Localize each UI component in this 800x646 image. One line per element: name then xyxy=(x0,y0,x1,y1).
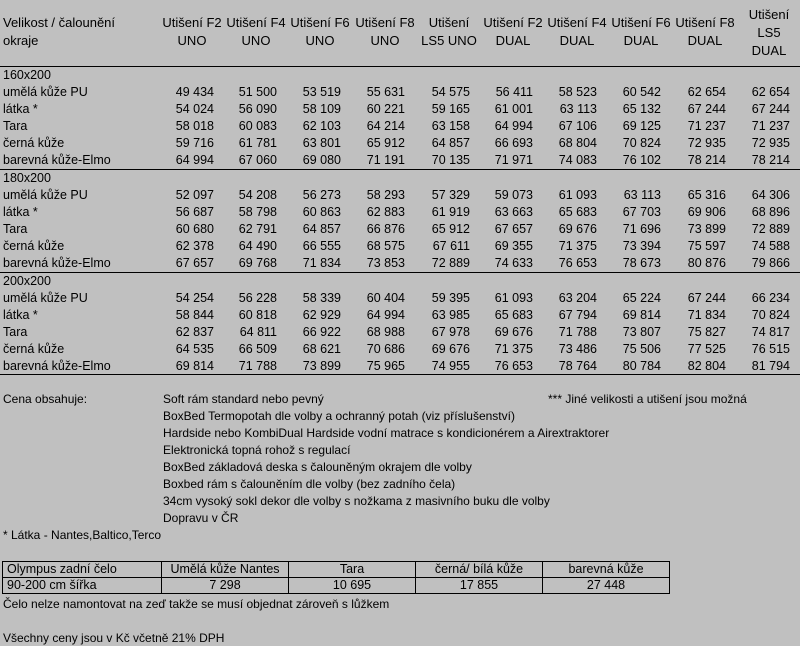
price-cell: 67 794 xyxy=(558,308,597,322)
olympus-col-header: barevná kůže xyxy=(543,562,670,578)
price-cell: 63 801 xyxy=(302,136,341,150)
price-cell: 63 985 xyxy=(431,308,470,322)
olympus-title: Olympus zadní čelo xyxy=(3,562,162,578)
table-row xyxy=(0,341,800,358)
price-cell: 71 696 xyxy=(622,222,661,236)
row-label: černá kůže xyxy=(3,136,65,150)
price-cell: 67 060 xyxy=(238,153,277,167)
header-column: Utišení F8 UNO xyxy=(355,15,415,48)
price-cell: 67 244 xyxy=(751,102,790,116)
price-cell: 65 683 xyxy=(558,205,597,219)
price-cell: 59 073 xyxy=(494,188,533,202)
table-row xyxy=(0,118,800,135)
header-column: Utišení LS5 UNO xyxy=(421,15,477,48)
price-cell: 76 102 xyxy=(622,153,661,167)
price-cell: 56 273 xyxy=(302,188,341,202)
price-cell: 76 515 xyxy=(751,342,790,356)
price-includes-item: 34cm vysoký sokl dekor dle volby s nožkama z masivního buku dle volby xyxy=(163,494,550,508)
price-includes-item: BoxBed Termopotah dle volby a ochranný potah (viz příslušenství) xyxy=(163,409,515,423)
table-row xyxy=(0,84,800,101)
price-cell: 74 817 xyxy=(751,325,790,339)
olympus-value-row xyxy=(3,578,670,594)
price-cell: 75 506 xyxy=(622,342,661,356)
table-row xyxy=(0,358,800,375)
price-cell: 54 254 xyxy=(175,291,214,305)
price-cell: 49 434 xyxy=(175,85,214,99)
price-cell: 70 686 xyxy=(366,342,405,356)
header-divider xyxy=(0,66,800,67)
price-cell: 64 535 xyxy=(175,342,214,356)
price-cell: 60 542 xyxy=(622,85,661,99)
price-cell: 78 214 xyxy=(751,153,790,167)
table-row xyxy=(0,307,800,324)
price-cell: 72 935 xyxy=(751,136,790,150)
price-cell: 68 896 xyxy=(751,205,790,219)
price-cell: 51 500 xyxy=(238,85,277,99)
price-cell: 72 935 xyxy=(687,136,726,150)
price-cell: 68 988 xyxy=(366,325,405,339)
price-includes-item: Soft rám standard nebo pevný xyxy=(163,392,324,406)
price-cell: 71 191 xyxy=(366,153,405,167)
price-cell: 56 228 xyxy=(238,291,277,305)
price-cell: 70 824 xyxy=(751,308,790,322)
header-size-label: Velikost / čalounění okraje xyxy=(3,15,116,48)
price-cell: 69 080 xyxy=(302,153,341,167)
header-column: Utišení F6 DUAL xyxy=(611,15,671,48)
price-cell: 66 693 xyxy=(494,136,533,150)
price-cell: 53 519 xyxy=(302,85,341,99)
price-cell: 59 165 xyxy=(431,102,470,116)
header-column: Utišení F2 UNO xyxy=(162,15,222,48)
section-title: 160x200 xyxy=(3,68,51,82)
price-cell: 69 676 xyxy=(558,222,597,236)
price-cell: 60 863 xyxy=(302,205,341,219)
price-cell: 64 994 xyxy=(494,119,533,133)
price-cell: 78 764 xyxy=(558,359,597,373)
price-cell: 69 814 xyxy=(622,308,661,322)
price-cell: 73 853 xyxy=(366,256,405,270)
price-cell: 77 525 xyxy=(687,342,726,356)
price-cell: 63 663 xyxy=(494,205,533,219)
price-cell: 58 109 xyxy=(302,102,341,116)
price-cell: 62 378 xyxy=(175,239,214,253)
price-cell: 73 899 xyxy=(687,222,726,236)
price-cell: 64 490 xyxy=(238,239,277,253)
price-cell: 81 794 xyxy=(751,359,790,373)
price-cell: 60 818 xyxy=(238,308,277,322)
olympus-price: 27 448 xyxy=(543,578,670,594)
header-column: Utišení F2 DUAL xyxy=(483,15,543,48)
price-includes-item: Dopravu v ČR xyxy=(163,511,239,525)
price-cell: 61 781 xyxy=(238,136,277,150)
price-cell: 75 597 xyxy=(687,239,726,253)
price-cell: 65 132 xyxy=(622,102,661,116)
price-cell: 69 906 xyxy=(687,205,726,219)
price-includes-label: Cena obsahuje: xyxy=(3,392,88,406)
table-row xyxy=(0,290,800,307)
price-cell: 61 001 xyxy=(494,102,533,116)
section-divider xyxy=(0,169,800,170)
price-cell: 62 654 xyxy=(751,85,790,99)
price-cell: 64 214 xyxy=(366,119,405,133)
row-label: umělá kůže PU xyxy=(3,291,88,305)
table-row xyxy=(0,221,800,238)
row-label: látka * xyxy=(3,102,38,116)
price-cell: 62 883 xyxy=(366,205,405,219)
price-cell: 66 922 xyxy=(302,325,341,339)
price-cell: 62 929 xyxy=(302,308,341,322)
table-row xyxy=(0,238,800,255)
price-cell: 58 018 xyxy=(175,119,214,133)
price-cell: 52 097 xyxy=(175,188,214,202)
price-cell: 59 716 xyxy=(175,136,214,150)
row-label: umělá kůže PU xyxy=(3,85,88,99)
price-cell: 71 237 xyxy=(751,119,790,133)
olympus-col-header: černá/ bílá kůže xyxy=(416,562,543,578)
olympus-headboard-table xyxy=(2,561,670,594)
price-cell: 60 404 xyxy=(366,291,405,305)
price-cell: 76 653 xyxy=(558,256,597,270)
price-cell: 66 234 xyxy=(751,291,790,305)
price-cell: 69 814 xyxy=(175,359,214,373)
row-label: Tara xyxy=(3,119,28,133)
section-title: 180x200 xyxy=(3,171,51,185)
price-cell: 75 965 xyxy=(366,359,405,373)
price-cell: 61 093 xyxy=(558,188,597,202)
price-cell: 59 395 xyxy=(431,291,470,305)
price-cell: 82 804 xyxy=(687,359,726,373)
price-cell: 67 657 xyxy=(175,256,214,270)
price-cell: 67 106 xyxy=(558,119,597,133)
price-cell: 55 631 xyxy=(366,85,405,99)
price-cell: 80 784 xyxy=(622,359,661,373)
olympus-price: 10 695 xyxy=(289,578,416,594)
price-cell: 67 657 xyxy=(494,222,533,236)
table-bottom-line xyxy=(0,374,800,375)
row-label: Tara xyxy=(3,222,28,236)
price-cell: 74 633 xyxy=(494,256,533,270)
price-cell: 58 293 xyxy=(366,188,405,202)
price-cell: 67 611 xyxy=(432,239,470,253)
price-cell: 56 411 xyxy=(495,85,533,99)
price-cell: 66 555 xyxy=(302,239,341,253)
price-cell: 62 103 xyxy=(302,119,341,133)
table-row xyxy=(0,324,800,341)
header-column: Utišení F8 DUAL xyxy=(675,15,735,48)
price-cell: 68 575 xyxy=(366,239,405,253)
header-column: Utišení LS5 DUAL xyxy=(748,7,790,58)
price-cell: 64 857 xyxy=(302,222,341,236)
price-cell: 74 083 xyxy=(558,153,597,167)
price-cell: 69 355 xyxy=(494,239,533,253)
price-cell: 62 837 xyxy=(175,325,214,339)
price-cell: 70 135 xyxy=(431,153,470,167)
table-header xyxy=(0,0,800,66)
price-cell: 74 955 xyxy=(431,359,470,373)
row-label: barevná kůže-Elmo xyxy=(3,359,111,373)
olympus-price: 7 298 xyxy=(162,578,289,594)
price-cell: 69 676 xyxy=(494,325,533,339)
olympus-width-label: 90-200 cm šířka xyxy=(3,578,162,594)
row-label: látka * xyxy=(3,205,38,219)
price-cell: 71 834 xyxy=(687,308,726,322)
price-cell: 72 889 xyxy=(751,222,790,236)
price-cell: 64 306 xyxy=(751,188,790,202)
olympus-col-header: Tara xyxy=(289,562,416,578)
price-cell: 71 375 xyxy=(558,239,597,253)
mounting-note: Čelo nelze namontovat na zeď takže se musí objednat zároveň s lůžkem xyxy=(3,597,390,611)
price-cell: 78 673 xyxy=(622,256,661,270)
price-cell: 56 687 xyxy=(175,205,214,219)
row-label: látka * xyxy=(3,308,38,322)
header-column: Utišení F6 UNO xyxy=(290,15,350,48)
price-cell: 66 509 xyxy=(238,342,277,356)
row-label: barevná kůže-Elmo xyxy=(3,153,111,167)
row-label: umělá kůže PU xyxy=(3,188,88,202)
price-cell: 71 237 xyxy=(687,119,726,133)
price-cell: 65 912 xyxy=(431,222,470,236)
price-cell: 63 113 xyxy=(559,102,597,116)
price-cell: 58 798 xyxy=(238,205,277,219)
price-cell: 60 083 xyxy=(238,119,277,133)
price-cell: 73 899 xyxy=(302,359,341,373)
price-cell: 67 244 xyxy=(687,291,726,305)
price-cell: 60 221 xyxy=(366,102,405,116)
price-cell: 67 244 xyxy=(687,102,726,116)
price-cell: 63 158 xyxy=(431,119,470,133)
price-cell: 58 844 xyxy=(175,308,214,322)
price-cell: 69 125 xyxy=(622,119,661,133)
price-cell: 58 523 xyxy=(558,85,597,99)
price-cell: 65 316 xyxy=(687,188,726,202)
price-cell: 74 588 xyxy=(751,239,790,253)
price-cell: 71 788 xyxy=(238,359,277,373)
price-cell: 64 857 xyxy=(431,136,470,150)
price-cell: 66 876 xyxy=(366,222,405,236)
row-label: černá kůže xyxy=(3,239,65,253)
price-cell: 63 113 xyxy=(623,188,661,202)
table-row xyxy=(0,255,800,272)
price-includes-item: Hardside nebo KombiDual Hardside vodní matrace s kondicionérem a Airextraktorer xyxy=(163,426,610,440)
header-column: Utišení F4 DUAL xyxy=(547,15,607,48)
price-cell: 75 827 xyxy=(687,325,726,339)
price-cell: 54 575 xyxy=(431,85,470,99)
price-cell: 64 994 xyxy=(366,308,405,322)
row-label: barevná kůže-Elmo xyxy=(3,256,111,270)
row-label: černá kůže xyxy=(3,342,65,356)
price-cell: 67 703 xyxy=(622,205,661,219)
row-label: Tara xyxy=(3,325,28,339)
price-cell: 73 486 xyxy=(558,342,597,356)
price-cell: 68 621 xyxy=(302,342,341,356)
price-cell: 71 971 xyxy=(494,153,533,167)
price-cell: 62 791 xyxy=(238,222,277,236)
price-cell: 78 214 xyxy=(687,153,726,167)
price-cell: 71 834 xyxy=(302,256,341,270)
table-row xyxy=(0,101,800,118)
table-row xyxy=(0,135,800,152)
vat-note: Všechny ceny jsou v Kč včetně 21% DPH xyxy=(3,631,225,645)
price-cell: 61 919 xyxy=(431,205,470,219)
price-cell: 69 676 xyxy=(431,342,470,356)
price-cell: 61 093 xyxy=(494,291,533,305)
fabric-footnote: * Látka - Nantes,Baltico,Terco xyxy=(3,528,162,542)
price-cell: 76 653 xyxy=(494,359,533,373)
price-cell: 80 876 xyxy=(687,256,726,270)
price-includes-item: BoxBed základová deska s čalouněným okrajem dle volby xyxy=(163,460,472,474)
olympus-col-header: Umělá kůže Nantes xyxy=(162,562,289,578)
price-cell: 69 768 xyxy=(238,256,277,270)
price-cell: 70 824 xyxy=(622,136,661,150)
other-sizes-note: *** Jiné velikosti a utišení jsou možná xyxy=(548,392,747,406)
price-cell: 65 912 xyxy=(366,136,405,150)
price-cell: 56 090 xyxy=(238,102,277,116)
price-cell: 54 208 xyxy=(238,188,277,202)
price-cell: 63 204 xyxy=(558,291,597,305)
header-column: Utišení F4 UNO xyxy=(226,15,286,48)
price-cell: 71 788 xyxy=(558,325,597,339)
price-cell: 65 224 xyxy=(622,291,661,305)
price-cell: 60 680 xyxy=(175,222,214,236)
price-cell: 62 654 xyxy=(687,85,726,99)
price-cell: 64 994 xyxy=(175,153,214,167)
price-cell: 64 811 xyxy=(239,325,277,339)
price-cell: 72 889 xyxy=(431,256,470,270)
price-cell: 58 339 xyxy=(302,291,341,305)
price-cell: 65 683 xyxy=(494,308,533,322)
price-includes-item: Boxbed rám s čalouněním dle volby (bez zadního čela) xyxy=(163,477,456,491)
price-cell: 71 375 xyxy=(494,342,533,356)
table-row xyxy=(0,152,800,169)
table-row xyxy=(0,204,800,221)
price-cell: 68 804 xyxy=(558,136,597,150)
price-cell: 73 394 xyxy=(622,239,661,253)
price-cell: 67 978 xyxy=(431,325,470,339)
section-divider xyxy=(0,272,800,273)
olympus-price: 17 855 xyxy=(416,578,543,594)
price-includes-item: Elektronická topná rohož s regulací xyxy=(163,443,351,457)
price-cell: 54 024 xyxy=(175,102,214,116)
price-cell: 79 866 xyxy=(751,256,790,270)
olympus-header-row xyxy=(3,562,670,578)
table-row xyxy=(0,187,800,204)
price-cell: 73 807 xyxy=(622,325,661,339)
section-title: 200x200 xyxy=(3,274,51,288)
price-cell: 57 329 xyxy=(431,188,470,202)
